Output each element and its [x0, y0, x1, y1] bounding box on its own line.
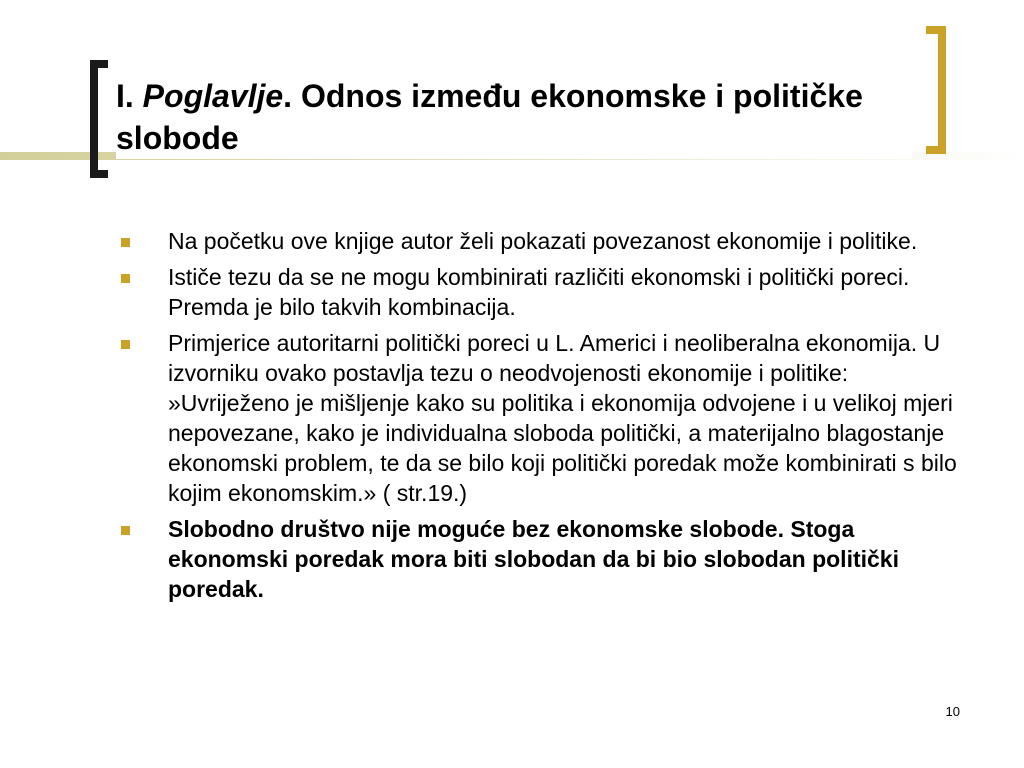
right-bracket-decoration — [926, 26, 946, 154]
bullet-text: Ističe tezu da se ne mogu kombinirati različiti ekonomski i politički poreci. Premda je bilo takvih kombinacija. — [168, 264, 910, 320]
title-rest: . Odnos između ekonomske i političke slobode — [116, 78, 863, 156]
bullet-text: Na početku ove knjige autor želi pokazati povezanost ekonomije i politike. — [168, 228, 918, 254]
square-bullet-icon — [121, 238, 130, 247]
bullet-item — [118, 226, 968, 256]
bullet-item — [118, 262, 968, 322]
bullet-text: Primjerice autoritarni politički poreci u L. Americi i neoliberalna ekonomija. U izvorniku ovako postavlja tezu o neodvojenosti ekonomije i politike: »Uvriježeno je mišljenje kako su politika i ekonomija odvojene i u velikoj mjeri nepovezane, kako je individualna sloboda politički, a materijalno blagostanje ekonomski problem, te da se bilo koji politički poredak može kombinirati s bilo kojim ekonomskim.» ( str.19.) — [168, 330, 957, 506]
square-bullet-icon — [121, 526, 130, 535]
page-number: 10 — [945, 704, 960, 719]
bullet-text: Slobodno društvo nije moguće bez ekonomske slobode. Stoga ekonomski poredak mora biti slobodan da bi bio slobodan politički poredak. — [168, 516, 899, 602]
square-bullet-icon — [121, 340, 130, 349]
title-prefix: I. — [116, 78, 143, 114]
bullet-item — [118, 514, 968, 604]
bullet-item — [118, 328, 968, 508]
bullet-list — [118, 226, 968, 610]
slide-title — [116, 75, 912, 159]
left-bracket-decoration — [90, 60, 108, 178]
title-italic: Poglavlje — [142, 78, 284, 114]
square-bullet-icon — [121, 274, 130, 283]
